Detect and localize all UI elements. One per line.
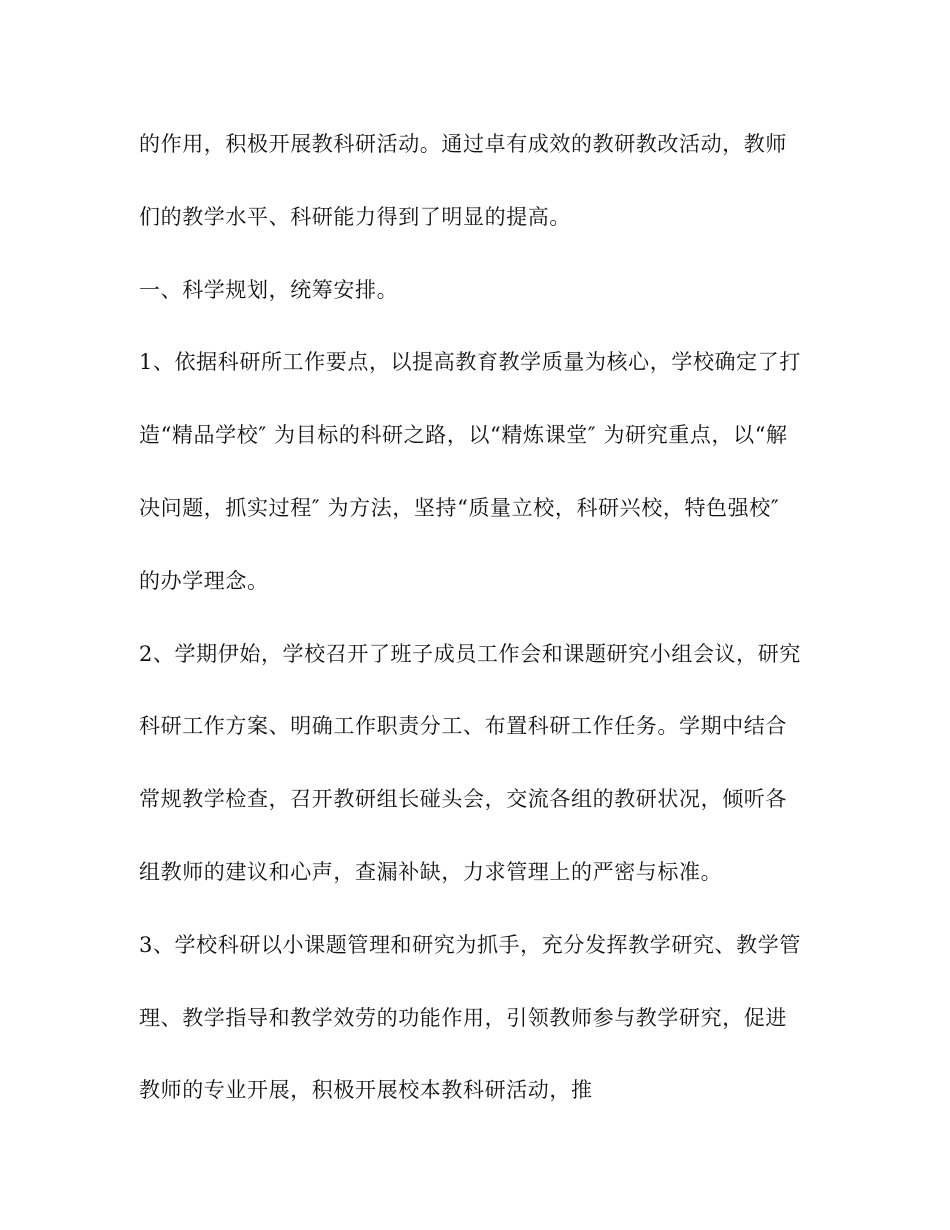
- text-line: 2、学期伊始，学校召开了班子成员工作会和课题研究小组会议，研究: [139, 642, 801, 666]
- text-line: 常规教学检查，召开教研组长碰头会，交流各组的教研状况，倾听各: [139, 787, 787, 811]
- text-line: 3、学校科研以小课题管理和研究为抓手，充分发挥教学研究、教学管: [139, 933, 801, 957]
- text-line: 组教师的建议和心声，查漏补缺，力求管理上的严密与标准。: [139, 860, 723, 884]
- text-line: 们的教学水平、科研能力得到了明显的提高。: [139, 205, 571, 229]
- text-line: 决问题，抓实过程″ 为方法，坚持“质量立校，科研兴校，特色强校″: [139, 496, 780, 520]
- text-line: 理、教学指导和教学效劳的功能作用，引领教师参与教学研究，促进: [139, 1006, 787, 1030]
- section-heading: 一、科学规划，统筹安排。: [139, 278, 399, 302]
- text-line: 的作用，积极开展教科研活动。通过卓有成效的教研教改活动，教师: [139, 132, 787, 156]
- text-line: 科研工作方案、明确工作职责分工、布置科研工作任务。学期中结合: [139, 714, 787, 738]
- text-line: 的办学理念。: [139, 569, 269, 593]
- text-line: 1、依据科研所工作要点，以提高教育教学质量为核心，学校确定了打: [139, 350, 801, 374]
- text-line: 造“精品学校″ 为目标的科研之路，以“精炼课堂″ 为研究重点，以“解: [139, 423, 788, 447]
- text-line: 教师的专业开展，积极开展校本教科研活动，推: [139, 1078, 593, 1102]
